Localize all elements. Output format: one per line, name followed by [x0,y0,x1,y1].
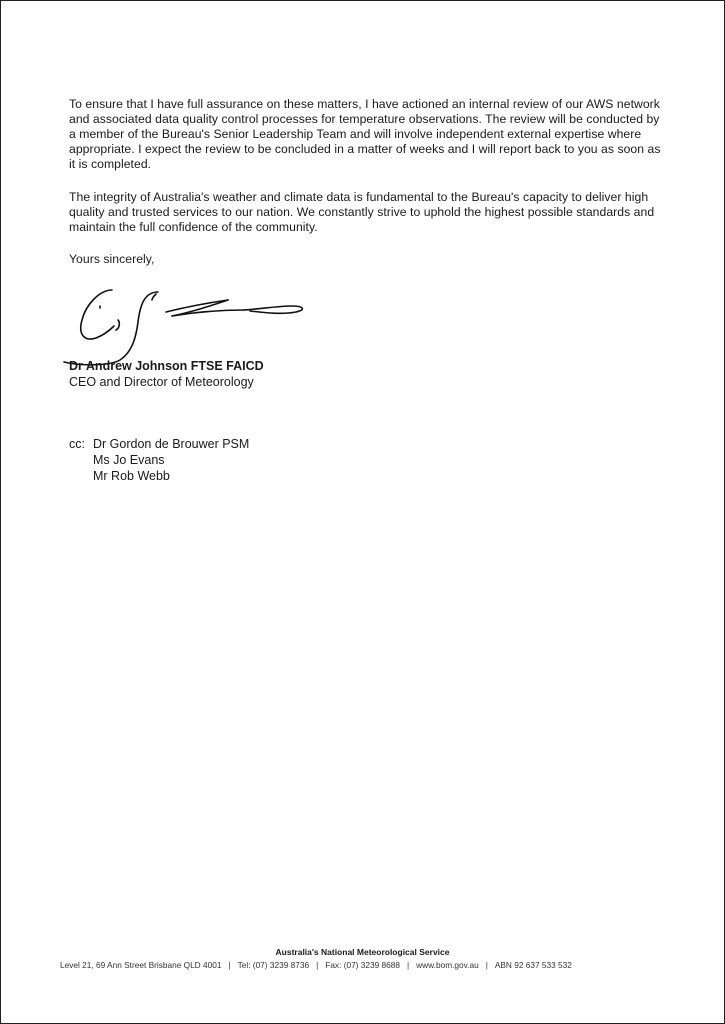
signatory-name: Dr Andrew Johnson FTSE FAICD [69,359,264,373]
footer-abn: ABN 92 637 533 532 [494,960,572,970]
footer-tel: Tel: (07) 3239 8736 [237,960,310,970]
cc-recipient: Mr Rob Webb [93,469,170,483]
footer-contact-line [60,960,572,970]
footer-address: Level 21, 69 Ann Street Brisbane QLD 4001 [60,960,222,970]
footer-separator: | [316,960,319,970]
footer-website: www.bom.gov.au [416,960,479,970]
footer-separator: | [406,960,410,970]
cc-recipient: Dr Gordon de Brouwer PSM [93,437,250,451]
cc-list [69,436,249,484]
cc-recipient: Ms Jo Evans [93,453,165,467]
footer-title: Australia's National Meteorological Service [275,947,450,957]
footer-separator: | [228,960,231,970]
closing-salutation: Yours sincerely, [69,252,155,266]
body-paragraph-integrity: The integrity of Australia's weather and climate data is fundamental to the Bureau's capacity to deliver high quality and trusted services to our nation. We constantly strive to uphold the highest possible standards and maintain the full confidence of the community. [69,190,655,234]
footer-fax: Fax: (07) 3239 8688 [325,960,400,970]
footer-separator: | [485,960,488,970]
signatory-title: CEO and Director of Meteorology [69,375,254,389]
body-paragraph-review: To ensure that I have full assurance on these matters, I have actioned an internal review of our AWS network and associated data quality control processes for temperature observations. The review will be conducted by a member of the Bureau's Senior Leadership Team and will involve independent external expertise where appropriate. I expect the review to be concluded in a matter of weeks and I will report back to you as soon as it is completed. [69,97,661,171]
cc-label: cc: [69,437,85,451]
